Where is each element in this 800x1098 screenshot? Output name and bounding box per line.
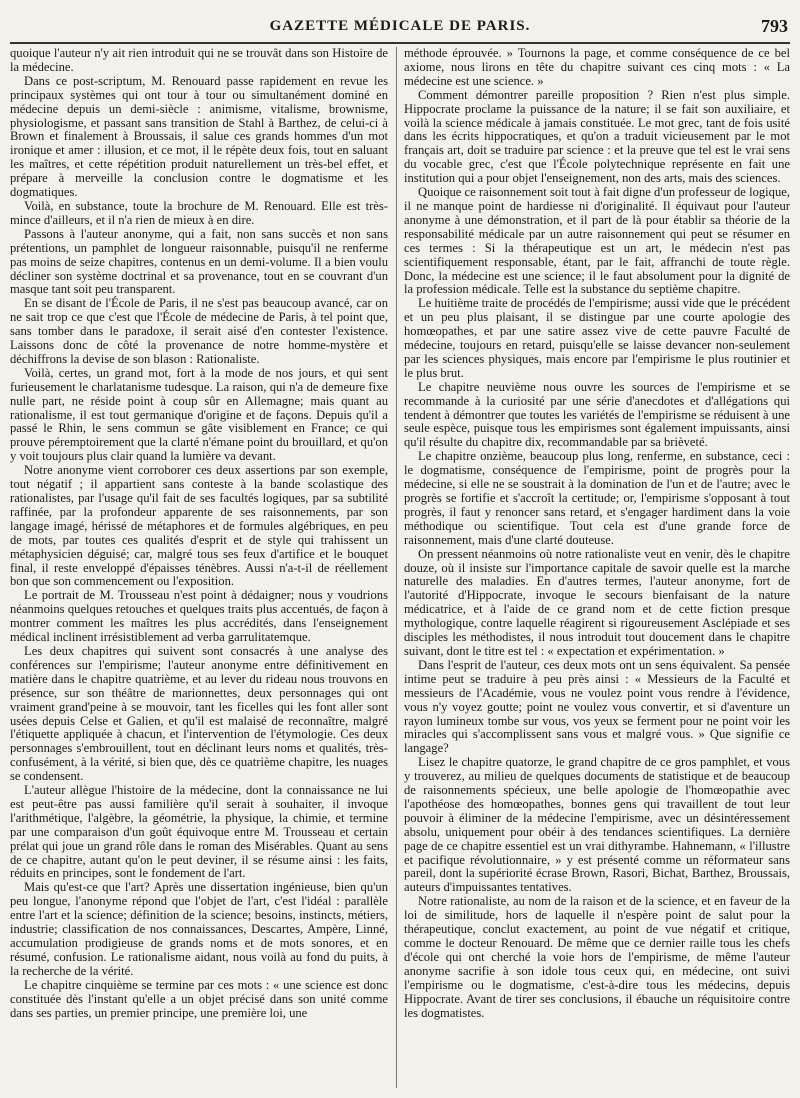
paragraph: L'auteur allègue l'histoire de la médecine, dont la connaissance ne lui est peut-être pas aussi familière qu'il serait à souhaiter, il invoque l'arithmétique, l'algèbre, la géométrie, la physique, la chimie, et termine par une comparaison d'un goût équivoque entre M. Trousseau et certain prélat qui joue un grand rôle dans le roman des Misérables. Quant au sens de ce chapitre, autant qu'on le peut deviner, il se résume ainsi : les faits, réduits en principes, sont le fondement de l'art. (10, 783, 388, 881)
paragraph: En se disant de l'École de Paris, il ne s'est pas beaucoup avancé, car on ne sait trop ce que c'est que l'École de médecine de Paris, à tel point que, sans tomber dans le paradoxe, il serait aisé d'en contester l'existence. Laissons donc de côté la provenance de notre homme-mystère et déchiffrons la devise de son blason : Rationaliste. (10, 296, 388, 366)
paragraph: Voilà, certes, un grand mot, fort à la mode de nos jours, et qui sent furieusement le charlatanisme tudesque. La raison, qui n'a de demeure fixe nulle part, ne réside point à coup sûr en Allemagne; mais quant au rationalisme, il est tout germanique d'origine et de façons. Depuis qu'il a passé le Rhin, le sens commun se gâte visiblement en France; ce qui prouve péremptoirement que la clarté n'émane point du brouillard, et qu'on y voit toujours plus clair quand la lumière va devant. (10, 365, 388, 464)
page-number: 793 (761, 16, 788, 36)
paragraph: Dans l'esprit de l'auteur, ces deux mots ont un sens équivalent. Sa pensée intime peut se traduire à peu près ainsi : « Messieurs de la Faculté et messieurs de l'Académie, vous ne voulez point vous rendre à l'évidence, vous n'y voyez goutte; point ne voulez vous convertir, et si d'aventure un rayon lumineux tombe sur vous, vos yeux se ferment pour ne point voir les miracles qui s'accomplissent sans vous et malgré vous. » Que signifie ce langage? (404, 657, 790, 756)
paragraph: Le chapitre cinquième se termine par ces mots : « une science est donc constituée dès l'instant qu'elle a un objet précisé dans son unité comme dans ses parties, un premier principe, une première loi, une (10, 977, 388, 1020)
paragraph: Les deux chapitres qui suivent sont consacrés à une analyse des conférences sur l'empirisme; l'auteur anonyme entre définitivement en matière dans le chapitre quatrième, et au lever du rideau nous trouvons en présence, sur son théâtre de marionnettes, deux personnages qui ont vraiment grand'peine à se mouvoir, tant les ficelles qui les font aller sont usées depuis Celse et Galien, et qu'il est malaisé de reconnaître, malgré l'étiquette appliquée à chacun, et l'intervention de l'étymologie. Ces deux personnages s'embrouillent, tout en déclinant leurs noms et qualités, très-confusément, à la vérité, si bien que, dès ce quatrième chapitre, les nuages se condensent. (10, 643, 388, 784)
column-divider (396, 47, 397, 1088)
paragraph: Notre anonyme vient corroborer ces deux assertions par son exemple, tout négatif ; il appartient sans conteste à la bande scolastique des rationalistes, par l'usage qu'il fait de ses facultés logiques, par sa subtilité raffinée, par la profondeur apparente de ses raisonnements, par son langage imagé, hérissé de métaphores et de formules algébriques, en peu de mots, par toutes ces qualités d'esprit et de style qui trahissent un métaphysicien déguisé; car, malgré tous ses feux d'artifice et le bouquet final, il reste enveloppé d'épaisses ténèbres. Aussi n'a-t-il de réellement bon que son commencement ou l'exposition. (10, 463, 388, 589)
paragraph: Le chapitre neuvième nous ouvre les sources de l'empirisme et se recommande à la curiosité par une série d'anecdotes et d'allégations qui tendent à démontrer que toutes les variétés de l'empirisme se réduisent à une seule espèce, puisque tous les empirismes sont également impuissants, ainsi qu'il résulte du chapitre dix, recommandable par sa brièveté. (404, 379, 790, 450)
paragraph: Le portrait de M. Trousseau n'est point à dédaigner; nous y voudrions néanmoins quelques retouches et quelques traits plus accentués, de façon à montrer comment les maîtres les plus accrédités, dans l'enseignement médical inclinent irrésistiblement ad verba garrulitatemque. (10, 588, 388, 645)
journal-title: GAZETTE MÉDICALE DE PARIS. (269, 18, 531, 34)
paragraph: Mais qu'est-ce que l'art? Après une dissertation ingénieuse, bien qu'un peu longue, l'anonyme répond que l'objet de l'art, c'est l'idéal : parallèle entre l'art et la science; définition de la science; besoins, instincts, métiers, industrie; classification de nos connaissances, Descartes, Ampère, Linné, accumulation prodigieuse de grands noms et de mots sonores, et en résumé, confusion. Le rationalisme aidant, nous voilà au fond du puits, à la recherche de la vérité. (10, 880, 388, 978)
right-column (404, 47, 790, 1090)
paragraph: Comment démontrer pareille proposition ? Rien n'est plus simple. Hippocrate proclame la puissance de la nature; il se fait son auxiliaire, et voilà la science médicale à jamais constituée. Le mot grec, tant de fois usité dans les écrits hippocratiques, et qu'on a traduit vicieusement par le mot français art, doit se traduire par science : et la preuve que tel est le vrai sens du vocable grec, c'est que l'École polytechnique représente en fait une institution qui a pour objet l'enseignement, non des arts, mais des sciences. (404, 87, 790, 186)
paragraph: Lisez le chapitre quatorze, le grand chapitre de ce gros pamphlet, et vous y trouverez, au milieu de quelques documents de statistique et de beaucoup de raisonnements spécieux, une belle apologie de l'homœopathie avec l'apothéose des homœopathes, bonnes gens qui travaillent de tout leur pouvoir à éliminer de la médecine l'empirisme, avec un désintéressement absolu, uniquement pour obéir à des tendances scientifiques. La dernière page de ce chapitre essentiel est un vrai dithyrambe. Hahnemann, « l'illustre et pacifique révolutionnaire, » y est présenté comme un réformateur sans pareil, dont la supériorité écrase Brown, Rasori, Bichat, Barthez, Broussais, auteurs d'impuissantes tentatives. (404, 755, 790, 895)
left-column (10, 47, 388, 1090)
paragraph: méthode éprouvée. » Tournons la page, et comme conséquence de ce bel axiome, nous lirons en tête du chapitre suivant ces cinq mots : « La médecine est une science. » (404, 47, 790, 88)
paragraph: Passons à l'auteur anonyme, qui a fait, non sans succès et non sans prétentions, un pamphlet de longueur raisonnable, puisqu'il ne renferme pas moins de seize chapitres, contenus en un demi-volume. Il a bien voulu décliner son système doctrinal et sa provenance, tout en se couvrant d'un masque tant soit peu transparent. (10, 226, 388, 297)
paragraph: Dans ce post-scriptum, M. Renouard passe rapidement en revue les principaux systèmes qui ont tour à tour ou simultanément dominé en médecine depuis un demi-siècle : animisme, vitalisme, brownisme, physiologisme, et passant sans transition de Stahl à Barthez, de celui-ci à Brown et finalement à Broussais, il salue ces grands hommes d'un mot ironique et amer : illusion, et ce mot, il le répète deux fois, tout en saluant les maîtres, et cette répétition produit naturellement un très-bel effet, et prépare à merveille la conclusion contre le dogmatisme et les dogmatiques. (10, 73, 388, 200)
paragraph: On pressent néanmoins où notre rationaliste veut en venir, dès le chapitre douze, où il insiste sur l'importance capitale de savoir quelle est la marche naturelle des maladies. En d'autres termes, l'auteur anonyme, fort de l'autorité d'Hippocrate, invoque le secours bienfaisant de la nature médicatrice, et à l'aide de ce grand nom et de cette fiction presque mythologique, contre laquelle réagirent si rigoureusement Asclépiade et ses disciples les méthodistes, il nous introduit tout doucement dans le chapitre suivant, dont le titre est tel : « expectation et expérimentation. » (404, 546, 790, 658)
paragraph: Le chapitre onzième, beaucoup plus long, renferme, en substance, ceci : le dogmatisme, conséquence de l'empirisme, point de progrès pour la médecine, si elle ne se soustrait à la domination de l'un et de l'autre; avec le progrès se fortifie et s'accroît la certitude; or, l'empirisme s'opposant à tout progrès, il faut y renoncer sans retard, et s'engager hardiment dans la voie méthodique ou scientifique. Tout cela est d'une grande force de raisonnement, mais d'une clarté douteuse. (404, 449, 790, 547)
paragraph: Notre rationaliste, au nom de la raison et de la science, et en faveur de la loi de similitude, hors de laquelle il n'espère point de salut pour la thérapeutique, conclut exactement, au point de vue négatif et critique, comme le docteur Renouard. De même que ce dernier raille tous les chefs d'école qui ont cherché la voie hors de l'empirisme, de même l'auteur anonyme sacrifie à son idole tous ceux qui, en médecine, ont suivi l'empirisme ou le dogmatisme, c'est-à-dire tous les médecins, depuis Hippocrate. Avant de tirer ses conclusions, il ébauche un réquisitoire contre les dogmatistes. (404, 894, 790, 1020)
paragraph: Quoique ce raisonnement soit tout à fait digne d'un professeur de logique, il ne manque point de hardiesse ni d'originalité. Il équivaut pour l'auteur anonyme à une démonstration, et il part de là pour établir sa théorie de la responsabilité médicale par un autre raisonnement qui peut se résumer en ces termes : Si la thérapeutique est un art, le médecin n'est pas scientifiquement responsable, étant, par le fait, affranchi de toute règle. Donc, la médecine est une science; il le faut absolument pour la dignité de la profession médicale. Telle est la substance du septième chapitre. (404, 185, 790, 297)
paragraph: quoique l'auteur n'y ait rien introduit qui ne se trouvât dans son Histoire de la médecine. (10, 47, 388, 74)
page-header (10, 18, 790, 44)
paragraph: Voilà, en substance, toute la brochure de M. Renouard. Elle est très-mince d'ailleurs, et il n'a rien de mieux à en dire. (10, 198, 388, 227)
paragraph: Le huitième traite de procédés de l'empirisme; aussi vide que le précédent et un peu plus plaisant, il se distingue par une courte apologie des homœopathes, et par une satire assez vive de cette pauvre Faculté de médecine, toujours en retard, puisqu'elle se laisse devancer non-seulement par les sciences physiques, mais encore par l'empirisme le plus routinier et le plus brut. (404, 296, 790, 380)
